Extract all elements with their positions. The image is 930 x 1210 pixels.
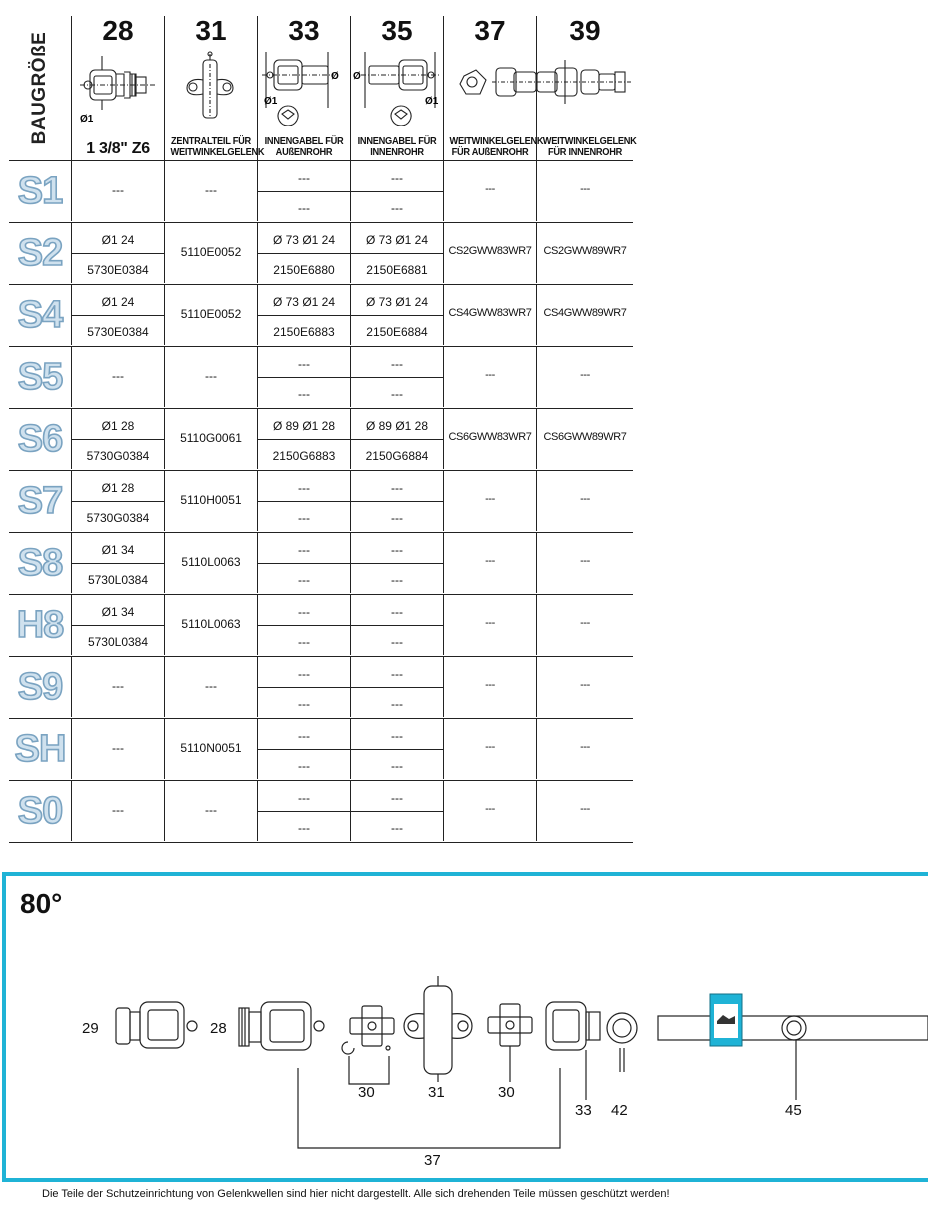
- table-row: [9, 656, 633, 718]
- cell-value: ---: [112, 369, 124, 383]
- cell-divider: [258, 191, 350, 192]
- cell-divider: [351, 377, 443, 378]
- cell-divider: [72, 563, 164, 564]
- table-row: [9, 160, 633, 222]
- cell-37: [443, 223, 536, 283]
- cell-37: [443, 471, 536, 531]
- cell-28: [71, 595, 164, 655]
- cell-31: [164, 409, 257, 469]
- caption-line: FÜR AUßENROHR: [451, 146, 529, 158]
- diameter-symbol: Ø: [353, 71, 361, 82]
- size-label: S8: [17, 541, 63, 584]
- caption-line: WEITWINKELGELENK: [449, 135, 544, 147]
- cell-39: [536, 409, 633, 469]
- cell-divider: [351, 687, 443, 688]
- cell-value: CS2GWW89WR7: [543, 245, 627, 257]
- cell-value-top: ---: [298, 171, 310, 185]
- cell-value-bottom: 2150G6883: [272, 449, 336, 463]
- cell-divider: [258, 315, 350, 316]
- cell-value-top: Ø 73 Ø1 24: [272, 295, 336, 309]
- cell-28: [71, 347, 164, 407]
- cell-divider: [258, 439, 350, 440]
- cell-value-bottom: ---: [298, 635, 310, 649]
- cell-value: ---: [112, 741, 124, 755]
- wide-angle-joint-outer-drawing: [444, 50, 537, 126]
- cell-31: [164, 471, 257, 531]
- cell-39: [536, 285, 633, 345]
- cell-divider: [351, 811, 443, 812]
- cell-33: [257, 533, 350, 593]
- cell-37: [443, 657, 536, 717]
- cell-divider: [258, 811, 350, 812]
- cell-value: ---: [580, 369, 590, 381]
- cell-28: [71, 781, 164, 841]
- column-header-35: [350, 16, 443, 160]
- cell-value: ---: [205, 369, 217, 383]
- cell-35: [350, 161, 443, 221]
- cell-35: [350, 409, 443, 469]
- cell-divider: [72, 625, 164, 626]
- cell-value: ---: [485, 617, 495, 629]
- column-header-39: [536, 15, 637, 160]
- cell-33: [257, 471, 350, 531]
- column-number: 35: [381, 15, 413, 46]
- cell-value-bottom: 2150E6884: [366, 325, 428, 339]
- cell-39: [536, 657, 633, 717]
- center-housing-drawing: [165, 50, 258, 126]
- cell-divider: [72, 253, 164, 254]
- cell-value: ---: [112, 183, 124, 197]
- cell-value-bottom: ---: [391, 573, 403, 587]
- cell-value: 5110L0063: [181, 617, 241, 631]
- cell-value-top: Ø1 34: [101, 543, 135, 557]
- caption-line: ZENTRALTEIL FÜR: [171, 135, 251, 147]
- cell-31: [164, 223, 257, 283]
- cell-divider: [351, 315, 443, 316]
- cell-39: [536, 533, 633, 593]
- exploded-view-panel: [2, 872, 928, 1182]
- cell-value: 5110L0063: [181, 555, 241, 569]
- cell-divider: [258, 501, 350, 502]
- cell-31: [164, 161, 257, 221]
- cell-value-bottom: ---: [298, 511, 310, 525]
- part-30-cross-second: [488, 1004, 532, 1056]
- table-row: [9, 222, 633, 284]
- cell-divider: [72, 315, 164, 316]
- cell-value-top: ---: [391, 171, 403, 185]
- cell-value: ---: [485, 803, 495, 815]
- cell-value: ---: [485, 555, 495, 567]
- cell-value-bottom: 5730G0384: [86, 449, 150, 463]
- column-number: 39: [569, 15, 601, 46]
- cell-value-top: ---: [391, 667, 403, 681]
- column-caption: [357, 136, 438, 158]
- cell-value: CS6GWW89WR7: [543, 431, 627, 443]
- inner-yoke-splined-drawing: [72, 50, 165, 126]
- cell-value: ---: [580, 183, 590, 195]
- cell-value-bottom: ---: [298, 759, 310, 773]
- cell-value-top: Ø1 24: [101, 295, 135, 309]
- diameter-symbol: Ø1: [264, 96, 278, 107]
- cell-value-bottom: ---: [391, 387, 403, 401]
- caption-line: INNENROHR: [370, 146, 424, 158]
- cell-33: [257, 719, 350, 779]
- cell-value: ---: [580, 741, 590, 753]
- cell-value: 5110E0052: [180, 245, 242, 259]
- cell-value-bottom: 2150E6880: [273, 263, 335, 277]
- cell-value: ---: [580, 555, 590, 567]
- cell-value-bottom: ---: [298, 697, 310, 711]
- diameter-symbol: Ø: [331, 71, 339, 82]
- cell-37: [443, 781, 536, 841]
- cell-31: [164, 285, 257, 345]
- column-number: 33: [288, 15, 320, 46]
- cell-value-bottom: ---: [298, 821, 310, 835]
- cell-28: [71, 657, 164, 717]
- size-label: H8: [16, 603, 64, 646]
- cell-35: [350, 285, 443, 345]
- cell-divider: [258, 687, 350, 688]
- caption-line: FÜR INNENROHR: [547, 146, 623, 158]
- cell-28: [71, 719, 164, 779]
- cell-35: [350, 595, 443, 655]
- cell-value-bottom: ---: [298, 201, 310, 215]
- cell-value: ---: [205, 183, 217, 197]
- cell-value: ---: [485, 741, 495, 753]
- cell-39: [536, 347, 633, 407]
- part-42-profile-ring: [607, 1013, 637, 1072]
- cell-37: [443, 285, 536, 345]
- cell-value: ---: [112, 803, 124, 817]
- cell-33: [257, 409, 350, 469]
- footnote: Die Teile der Schutzeinrichtung von Gelenkwellen sind hier nicht dargestellt. Alle sich drehenden Teile müssen geschützt werden!: [42, 1188, 670, 1200]
- cell-value: ---: [205, 679, 217, 693]
- callout-42: 42: [611, 1102, 628, 1119]
- cell-35: [350, 719, 443, 779]
- cell-value-bottom: 5730L0384: [87, 573, 149, 587]
- cell-28: [71, 161, 164, 221]
- cell-value-top: ---: [298, 605, 310, 619]
- cell-33: [257, 285, 350, 345]
- cell-value-top: ---: [391, 357, 403, 371]
- cell-value-bottom: 2150E6881: [366, 263, 428, 277]
- diameter-symbol: Ø1: [80, 114, 94, 125]
- size-label: S0: [17, 789, 63, 832]
- cell-value-top: Ø1 28: [101, 481, 135, 495]
- cell-value: ---: [485, 369, 495, 381]
- cell-39: [536, 719, 633, 779]
- cell-31: [164, 595, 257, 655]
- cell-value: ---: [580, 803, 590, 815]
- part-31-center-housing: [404, 976, 472, 1074]
- cell-divider: [351, 253, 443, 254]
- cell-value-top: ---: [298, 729, 310, 743]
- cell-value-bottom: ---: [391, 635, 403, 649]
- cell-value: ---: [580, 493, 590, 505]
- size-column-header: [9, 16, 71, 160]
- table-row: [9, 346, 633, 408]
- caption-line: WEITWINKELGELENK: [170, 146, 265, 158]
- cell-value: 5110G0061: [180, 431, 242, 445]
- cell-37: [443, 409, 536, 469]
- parts-table: [9, 15, 637, 840]
- cell-value-top: ---: [391, 729, 403, 743]
- cell-value: 5110E0052: [180, 307, 242, 321]
- table-row: [9, 408, 633, 470]
- table-row: [9, 780, 633, 843]
- callout-28: 28: [210, 1020, 227, 1037]
- cell-value-bottom: ---: [298, 573, 310, 587]
- column-number: 37: [474, 15, 506, 46]
- cell-33: [257, 347, 350, 407]
- callout-30: 30: [358, 1084, 375, 1101]
- cell-value-bottom: ---: [391, 511, 403, 525]
- cell-value-top: ---: [391, 543, 403, 557]
- cell-28: [71, 409, 164, 469]
- part-29-yoke: [116, 1002, 197, 1048]
- cell-divider: [351, 625, 443, 626]
- cell-value-bottom: ---: [391, 821, 403, 835]
- cell-divider: [72, 501, 164, 502]
- caption-line: INNENGABEL FÜR: [357, 135, 437, 147]
- cell-35: [350, 781, 443, 841]
- cell-value-bottom: ---: [391, 201, 403, 215]
- cell-value-top: ---: [298, 791, 310, 805]
- inner-yoke-inner-tube-drawing: [351, 50, 444, 126]
- size-label: S4: [17, 293, 63, 336]
- cell-value-top: Ø 73 Ø1 24: [272, 233, 336, 247]
- cell-divider: [351, 563, 443, 564]
- cell-35: [350, 223, 443, 283]
- cell-value-bottom: ---: [391, 697, 403, 711]
- cell-35: [350, 533, 443, 593]
- cell-33: [257, 657, 350, 717]
- cell-value-top: ---: [391, 481, 403, 495]
- cell-value-top: ---: [391, 605, 403, 619]
- cell-value-bottom: 2150G6884: [365, 449, 429, 463]
- cell-divider: [351, 439, 443, 440]
- caption-line: AUßENROHR: [275, 146, 333, 158]
- cell-28: [71, 533, 164, 593]
- cell-value-top: Ø1 28: [101, 419, 135, 433]
- cell-value: ---: [580, 679, 590, 691]
- size-label: S5: [17, 355, 63, 398]
- cell-divider: [351, 191, 443, 192]
- cell-33: [257, 223, 350, 283]
- cell-35: [350, 657, 443, 717]
- table-row: [9, 594, 633, 656]
- cell-divider: [258, 625, 350, 626]
- diameter-symbol: Ø1: [425, 96, 439, 107]
- cell-divider: [258, 749, 350, 750]
- size-label: S6: [17, 417, 63, 460]
- table-row: [9, 718, 633, 780]
- column-caption: [449, 135, 544, 158]
- cell-value-top: ---: [298, 481, 310, 495]
- cell-value-top: ---: [298, 543, 310, 557]
- cell-value-bottom: ---: [298, 387, 310, 401]
- cell-divider: [258, 253, 350, 254]
- part-45-profile-tube: [658, 1016, 928, 1040]
- cell-value-bottom: ---: [391, 759, 403, 773]
- size-label: S2: [17, 231, 63, 274]
- cell-divider: [351, 501, 443, 502]
- table-row: [9, 284, 633, 346]
- cell-value: CS4GWW89WR7: [543, 307, 627, 319]
- cell-divider: [72, 439, 164, 440]
- cell-value-bottom: 5730G0384: [86, 511, 150, 525]
- part-33-yoke: [546, 1002, 600, 1050]
- exploded-view-drawing: [6, 876, 928, 1178]
- cell-35: [350, 347, 443, 407]
- cell-divider: [258, 377, 350, 378]
- cell-28: [71, 285, 164, 345]
- cell-39: [536, 781, 633, 841]
- cell-value: CS4GWW83WR7: [448, 307, 532, 319]
- cell-39: [536, 471, 633, 531]
- cell-37: [443, 533, 536, 593]
- column-caption: [264, 136, 345, 158]
- size-label: S9: [17, 665, 63, 708]
- cell-value-top: Ø1 24: [101, 233, 135, 247]
- cell-33: [257, 781, 350, 841]
- column-caption: [170, 135, 265, 158]
- cell-value: ---: [485, 183, 495, 195]
- cell-divider: [351, 749, 443, 750]
- cell-33: [257, 595, 350, 655]
- cell-value: ---: [112, 679, 124, 693]
- table-row: [9, 470, 633, 532]
- cell-value-bottom: 5730L0384: [87, 635, 149, 649]
- cell-value: ---: [205, 803, 217, 817]
- cell-value: ---: [485, 679, 495, 691]
- cell-value-top: ---: [298, 357, 310, 371]
- cell-value-top: Ø 89 Ø1 28: [272, 419, 336, 433]
- cell-28: [71, 223, 164, 283]
- cell-value-top: Ø 73 Ø1 24: [365, 295, 429, 309]
- cell-value: 5110H0051: [180, 493, 242, 507]
- cell-31: [164, 719, 257, 779]
- callout-29: 29: [82, 1020, 99, 1037]
- inner-yoke-outer-tube-drawing: [258, 50, 351, 126]
- size-label: S7: [17, 479, 63, 522]
- callout-30-second: 30: [498, 1084, 515, 1101]
- cell-divider: [258, 563, 350, 564]
- wide-angle-joint-inner-drawing: [537, 50, 634, 126]
- cell-value-top: ---: [298, 667, 310, 681]
- cell-value: ---: [580, 617, 590, 629]
- size-header-label: BAUGRÖßE: [29, 31, 50, 145]
- cell-39: [536, 161, 633, 221]
- cell-37: [443, 347, 536, 407]
- cell-31: [164, 781, 257, 841]
- caption-line: WEITWINKELGELENK: [542, 135, 637, 147]
- size-label: S1: [17, 169, 63, 212]
- cell-value: ---: [485, 493, 495, 505]
- callout-45: 45: [785, 1102, 802, 1119]
- size-label: SH: [14, 727, 66, 770]
- cell-value-bottom: 5730E0384: [87, 325, 149, 339]
- cell-37: [443, 161, 536, 221]
- cell-value-top: Ø 89 Ø1 28: [365, 419, 429, 433]
- column-header-28: [71, 16, 164, 160]
- cell-39: [536, 223, 633, 283]
- panel-title: 80°: [20, 888, 63, 919]
- callout-33: 33: [575, 1102, 592, 1119]
- column-number: 31: [195, 15, 227, 46]
- caption-line: INNENGABEL FÜR: [264, 135, 344, 147]
- cell-33: [257, 161, 350, 221]
- cell-39: [536, 595, 633, 655]
- cell-value-top: Ø 73 Ø1 24: [365, 233, 429, 247]
- part-28-yoke: [239, 1002, 324, 1050]
- cell-value-bottom: 2150E6883: [273, 325, 335, 339]
- cell-31: [164, 347, 257, 407]
- cell-value: CS2GWW83WR7: [448, 245, 532, 257]
- warning-sticker: [710, 994, 742, 1046]
- cell-value-top: ---: [391, 791, 403, 805]
- column-header-33: [257, 16, 350, 160]
- column-header-31: [164, 15, 265, 160]
- cell-35: [350, 471, 443, 531]
- cell-31: [164, 533, 257, 593]
- cell-37: [443, 595, 536, 655]
- part-30-cross-kit: [342, 1006, 394, 1054]
- cell-value: 5110N0051: [180, 741, 242, 755]
- cell-value-top: Ø1 34: [101, 605, 135, 619]
- cell-value-bottom: 5730E0384: [87, 263, 149, 277]
- cell-31: [164, 657, 257, 717]
- column-header-37: [443, 15, 544, 160]
- callout-37: 37: [424, 1152, 441, 1169]
- cell-28: [71, 471, 164, 531]
- table-row: [9, 532, 633, 594]
- cell-value: CS6GWW83WR7: [448, 431, 532, 443]
- callout-31: 31: [428, 1084, 445, 1101]
- cell-37: [443, 719, 536, 779]
- column-caption: 1 3/8" Z6: [86, 140, 150, 157]
- column-number: 28: [102, 15, 134, 46]
- column-caption: [542, 135, 637, 158]
